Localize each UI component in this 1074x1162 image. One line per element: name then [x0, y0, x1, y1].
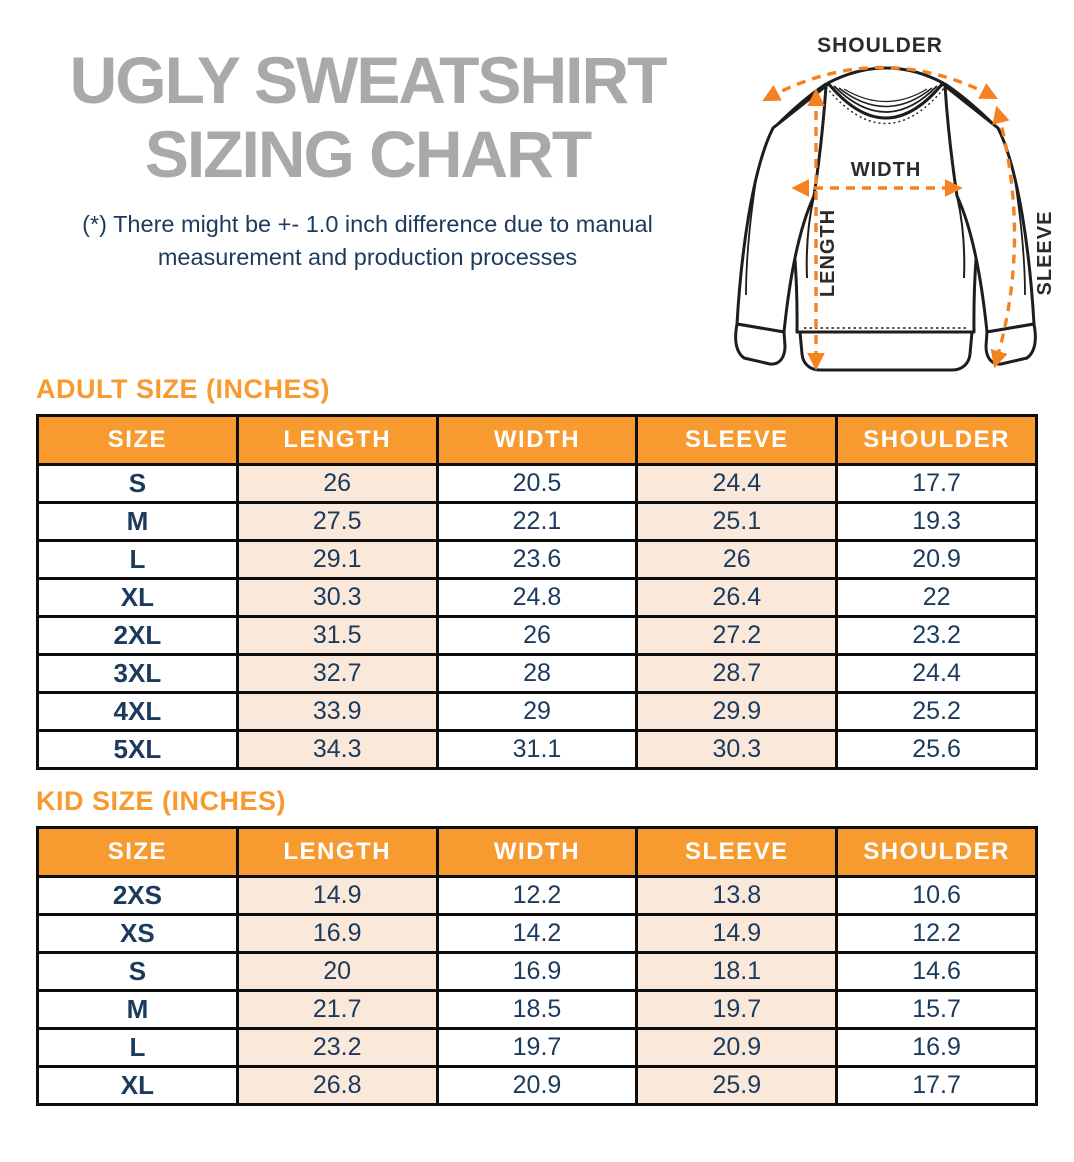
table-row	[38, 915, 1037, 953]
value-cell: 14.9	[237, 877, 437, 915]
value-cell: 25.6	[837, 731, 1037, 769]
title-line-2: SIZING CHART	[144, 116, 591, 191]
value-cell: 14.9	[637, 915, 837, 953]
value-cell: 16.9	[237, 915, 437, 953]
value-cell: 25.2	[837, 693, 1037, 731]
value-cell: 24.4	[637, 465, 837, 503]
adult-header-row	[38, 416, 1037, 465]
value-cell: 14.6	[837, 953, 1037, 991]
table-row	[38, 953, 1037, 991]
header-cell: SIZE	[38, 828, 238, 877]
sweatshirt-hem	[800, 332, 972, 370]
right-cuff	[986, 324, 1035, 364]
value-cell: 23.2	[237, 1029, 437, 1067]
value-cell: 20.5	[437, 465, 637, 503]
value-cell: 32.7	[237, 655, 437, 693]
table-row	[38, 991, 1037, 1029]
value-cell: 12.2	[837, 915, 1037, 953]
value-cell: 26	[237, 465, 437, 503]
header-cell: SLEEVE	[637, 416, 837, 465]
header-cell: LENGTH	[237, 828, 437, 877]
value-cell: 22.1	[437, 503, 637, 541]
header-cell: WIDTH	[437, 828, 637, 877]
header-cell: SHOULDER	[837, 416, 1037, 465]
value-cell: 29.9	[637, 693, 837, 731]
value-cell: 33.9	[237, 693, 437, 731]
width-label: WIDTH	[850, 159, 922, 181]
value-cell: 20.9	[837, 541, 1037, 579]
value-cell: 14.2	[437, 915, 637, 953]
value-cell: 20	[237, 953, 437, 991]
size-cell: L	[38, 541, 238, 579]
value-cell: 24.4	[837, 655, 1037, 693]
value-cell: 30.3	[237, 579, 437, 617]
value-cell: 15.7	[837, 991, 1037, 1029]
value-cell: 28.7	[637, 655, 837, 693]
size-cell: 3XL	[38, 655, 238, 693]
value-cell: 31.1	[437, 731, 637, 769]
length-label: LENGTH	[817, 208, 839, 298]
value-cell: 26.4	[637, 579, 837, 617]
header-cell: SLEEVE	[637, 828, 837, 877]
size-cell: 5XL	[38, 731, 238, 769]
hero-section	[0, 0, 1074, 374]
table-row	[38, 465, 1037, 503]
disclaimer-text: (*) There might be +- 1.0 inch difference due to manual measurement and production processes	[82, 210, 653, 271]
value-cell: 26.8	[237, 1067, 437, 1105]
value-cell: 13.8	[637, 877, 837, 915]
table-row	[38, 693, 1037, 731]
sleeve-label: SLEEVE	[1034, 210, 1056, 296]
value-cell: 16.9	[837, 1029, 1037, 1067]
size-cell: 2XS	[38, 877, 238, 915]
size-cell: S	[38, 465, 238, 503]
size-cell: XL	[38, 579, 238, 617]
value-cell: 28	[437, 655, 637, 693]
value-cell: 23.2	[837, 617, 1037, 655]
adult-size-section	[36, 374, 1038, 770]
value-cell: 21.7	[237, 991, 437, 1029]
size-cell: XS	[38, 915, 238, 953]
value-cell: 27.2	[637, 617, 837, 655]
page-title	[0, 44, 735, 192]
size-cell: 4XL	[38, 693, 238, 731]
header-cell: SIZE	[38, 416, 238, 465]
value-cell: 25.9	[637, 1067, 837, 1105]
value-cell: 34.3	[237, 731, 437, 769]
size-cell: L	[38, 1029, 238, 1067]
value-cell: 20.9	[437, 1067, 637, 1105]
table-row	[38, 1029, 1037, 1067]
value-cell: 29.1	[237, 541, 437, 579]
table-row	[38, 579, 1037, 617]
value-cell: 19.3	[837, 503, 1037, 541]
value-cell: 24.8	[437, 579, 637, 617]
sweatshirt-diagram	[728, 10, 1068, 392]
value-cell: 19.7	[437, 1029, 637, 1067]
value-cell: 23.6	[437, 541, 637, 579]
size-cell: XL	[38, 1067, 238, 1105]
table-row	[38, 877, 1037, 915]
value-cell: 17.7	[837, 1067, 1037, 1105]
value-cell: 10.6	[837, 877, 1037, 915]
value-cell: 18.5	[437, 991, 637, 1029]
value-cell: 31.5	[237, 617, 437, 655]
table-row	[38, 541, 1037, 579]
size-cell: M	[38, 991, 238, 1029]
adult-size-table	[36, 414, 1038, 770]
value-cell: 18.1	[637, 953, 837, 991]
header-cell: LENGTH	[237, 416, 437, 465]
header-cell: SHOULDER	[837, 828, 1037, 877]
value-cell: 30.3	[637, 731, 837, 769]
table-row	[38, 731, 1037, 769]
size-cell: 2XL	[38, 617, 238, 655]
title-line-1: UGLY SWEATSHIRT	[69, 43, 666, 117]
kid-section-heading: KID SIZE (INCHES)	[36, 786, 287, 816]
size-cell: S	[38, 953, 238, 991]
table-row	[38, 503, 1037, 541]
adult-section-heading: ADULT SIZE (INCHES)	[36, 374, 330, 404]
value-cell: 26	[437, 617, 637, 655]
kid-size-section	[36, 786, 1038, 1106]
table-row	[38, 1067, 1037, 1105]
value-cell: 16.9	[437, 953, 637, 991]
size-cell: M	[38, 503, 238, 541]
value-cell: 25.1	[637, 503, 837, 541]
value-cell: 20.9	[637, 1029, 837, 1067]
value-cell: 27.5	[237, 503, 437, 541]
title-block	[0, 0, 735, 275]
value-cell: 19.7	[637, 991, 837, 1029]
table-row	[38, 617, 1037, 655]
kid-header-row	[38, 828, 1037, 877]
value-cell: 29	[437, 693, 637, 731]
value-cell: 26	[637, 541, 837, 579]
value-cell: 17.7	[837, 465, 1037, 503]
value-cell: 22	[837, 579, 1037, 617]
table-row	[38, 655, 1037, 693]
left-cuff	[736, 324, 785, 364]
shoulder-label: SHOULDER	[817, 34, 943, 57]
value-cell: 12.2	[437, 877, 637, 915]
header-cell: WIDTH	[437, 416, 637, 465]
kid-size-table	[36, 826, 1038, 1106]
